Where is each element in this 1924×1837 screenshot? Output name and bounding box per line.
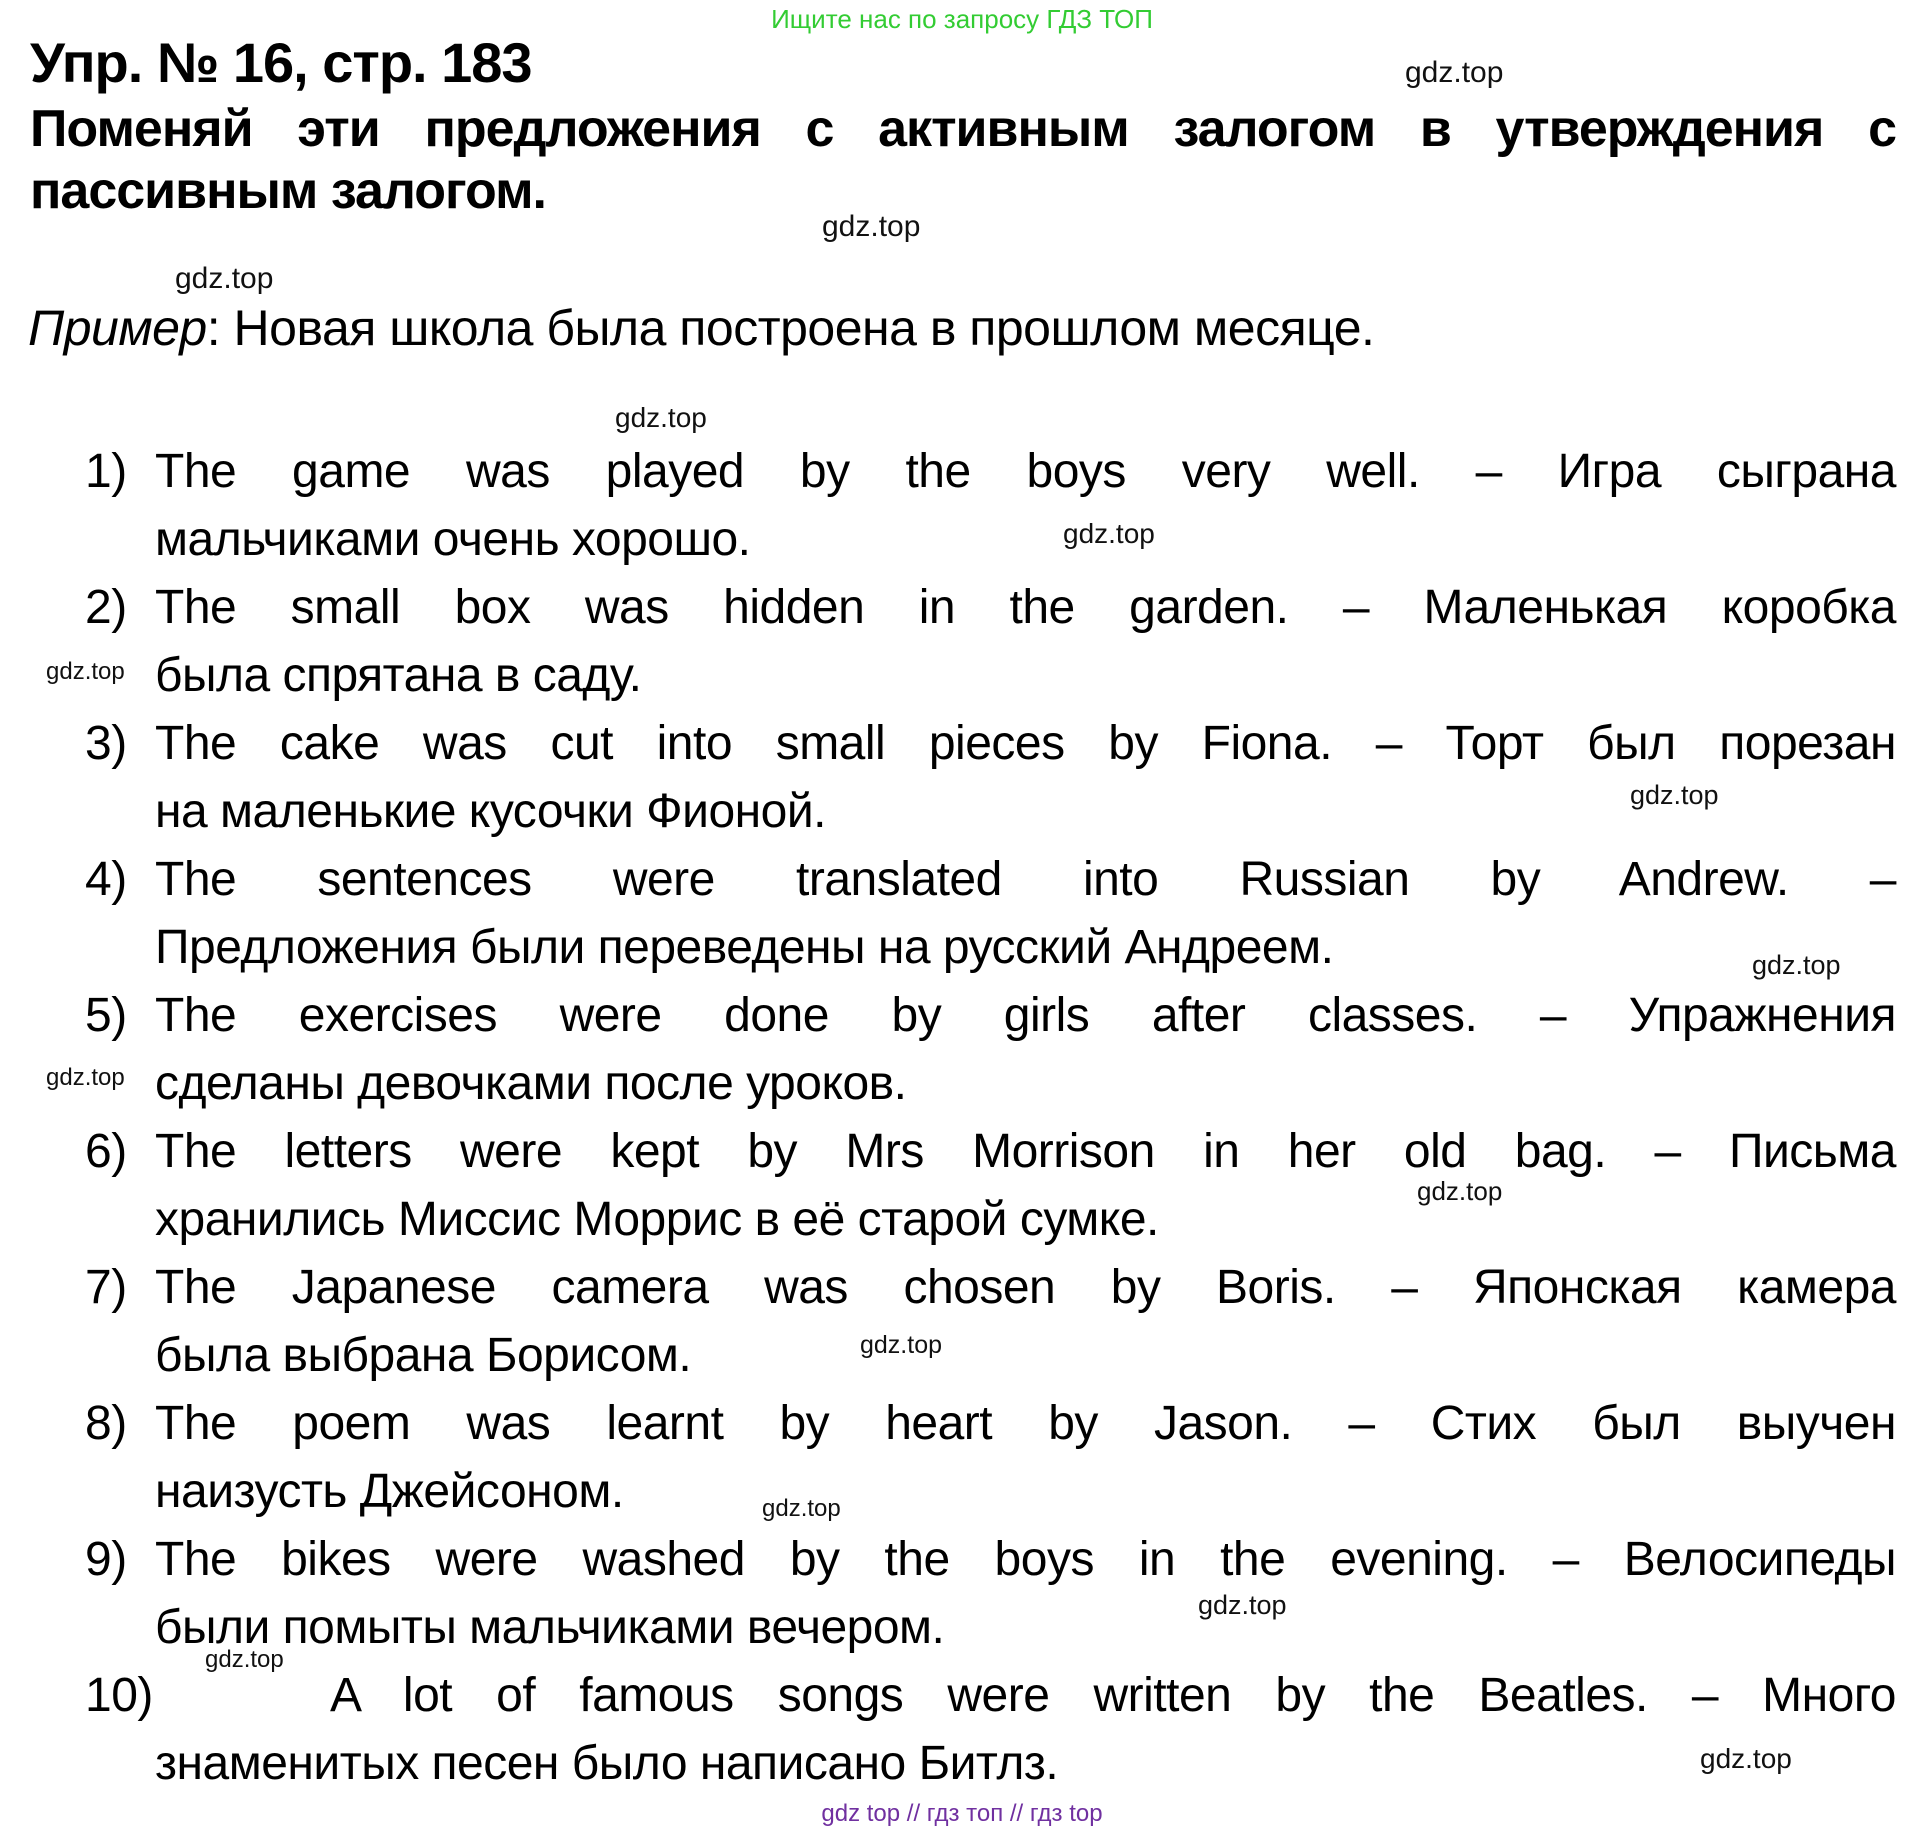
- watermark-gdz-top: gdz.top: [1752, 950, 1841, 980]
- task-instruction-line2: пассивным залогом.: [30, 162, 546, 220]
- answer-item-line1: The small box was hidden in the garden. – Маленькая коробка: [155, 581, 1896, 634]
- answer-item-line1: The exercises were done by girls after classes. – Упражнения: [155, 989, 1896, 1042]
- answer-item-line2: Предложения были переведены на русский Андреем.: [155, 921, 1334, 974]
- answer-item-number: 8): [85, 1397, 127, 1450]
- answer-item-10: [0, 1662, 1924, 1798]
- answer-item-line1: The sentences were translated into Russian by Andrew. –: [155, 853, 1896, 906]
- watermark-gdz-top: gdz.top: [1700, 1743, 1792, 1774]
- answer-item-3: [0, 710, 1924, 846]
- answer-item-4: [0, 846, 1924, 982]
- answer-item-2: [0, 574, 1924, 710]
- answer-item-7: [0, 1254, 1924, 1390]
- answer-item-line2: сделаны девочками после уроков.: [155, 1057, 907, 1110]
- answer-item-line1: The game was played by the boys very well. – Игра сыграна: [155, 445, 1896, 498]
- answer-item-number: 3): [85, 717, 127, 770]
- answer-item-6: [0, 1118, 1924, 1254]
- answer-item-line2: была выбрана Борисом.: [155, 1329, 692, 1382]
- answer-item-line2: мальчиками очень хорошо.: [155, 513, 751, 566]
- promo-banner-text: Ищите нас по запросу ГДЗ ТОП: [771, 4, 1153, 34]
- watermark-gdz-top: gdz.top: [1630, 780, 1719, 810]
- watermark-gdz-top: gdz.top: [1405, 56, 1504, 89]
- answer-item-number: 6): [85, 1125, 127, 1178]
- answer-item-number: 1): [85, 445, 127, 498]
- answer-item-line2: были помыты мальчиками вечером.: [155, 1601, 945, 1654]
- answer-item-line2: наизусть Джейсоном.: [155, 1465, 624, 1518]
- answer-item-8: [0, 1390, 1924, 1526]
- answer-item-number: 5): [85, 989, 127, 1042]
- answer-item-number: 10): [85, 1669, 153, 1722]
- answer-item-line1: The Japanese camera was chosen by Boris. – Японская камера: [155, 1261, 1896, 1314]
- answer-item-line1: The bikes were washed by the boys in the evening. – Велосипеды: [155, 1533, 1896, 1586]
- answer-item-1: [0, 438, 1924, 574]
- example-sentence: [28, 298, 1894, 358]
- answer-item-line1: The poem was learnt by heart by Jason. – Стих был выучен: [155, 1397, 1896, 1450]
- exercise-title: Упр. № 16, стр. 183: [30, 31, 532, 94]
- answer-item-line1: The cake was cut into small pieces by Fiona. – Торт был порезан: [155, 717, 1896, 770]
- task-instruction: [30, 98, 1896, 222]
- answer-item-line2: была спрятана в саду.: [155, 649, 642, 702]
- watermark-gdz-top: gdz.top: [822, 210, 921, 243]
- answer-item-line1: The letters were kept by Mrs Morrison in her old bag. – Письма: [155, 1125, 1896, 1178]
- watermark-gdz-top: gdz.top: [46, 658, 125, 685]
- watermark-gdz-top: gdz.top: [205, 1646, 284, 1673]
- answer-item-5: [0, 982, 1924, 1118]
- watermark-gdz-top: gdz.top: [860, 1331, 943, 1359]
- answer-item-line2: на маленькие кусочки Фионой.: [155, 785, 826, 838]
- answers-list: [0, 438, 1924, 1798]
- watermark-gdz-top: gdz.top: [1198, 1590, 1287, 1620]
- answer-item-number: 4): [85, 853, 127, 906]
- example-text: : Новая школа была построена в прошлом месяце.: [206, 300, 1375, 356]
- answer-item-line1: A lot of famous songs were written by the Beatles. – Много: [330, 1669, 1896, 1722]
- watermark-gdz-top: gdz.top: [762, 1495, 841, 1522]
- answer-item-line2: хранились Миссис Моррис в её старой сумке.: [155, 1193, 1159, 1246]
- answer-item-number: 7): [85, 1261, 127, 1314]
- answer-item-9: [0, 1526, 1924, 1662]
- watermark-gdz-top: gdz.top: [615, 402, 707, 433]
- example-label: Пример: [28, 300, 207, 356]
- footer-links-text: gdz top // гдз топ // гдз top: [821, 1800, 1103, 1827]
- watermark-gdz-top: gdz.top: [46, 1064, 125, 1091]
- watermark-gdz-top: gdz.top: [1063, 518, 1155, 549]
- watermark-gdz-top: gdz.top: [175, 262, 274, 295]
- answer-item-number: 2): [85, 581, 127, 634]
- watermark-gdz-top: gdz.top: [1417, 1176, 1503, 1206]
- task-instruction-line1: Поменяй эти предложения с активным залогом в утверждения с: [30, 100, 1896, 158]
- answer-item-number: 9): [85, 1533, 127, 1586]
- answer-item-line2: знаменитых песен было написано Битлз.: [155, 1737, 1059, 1790]
